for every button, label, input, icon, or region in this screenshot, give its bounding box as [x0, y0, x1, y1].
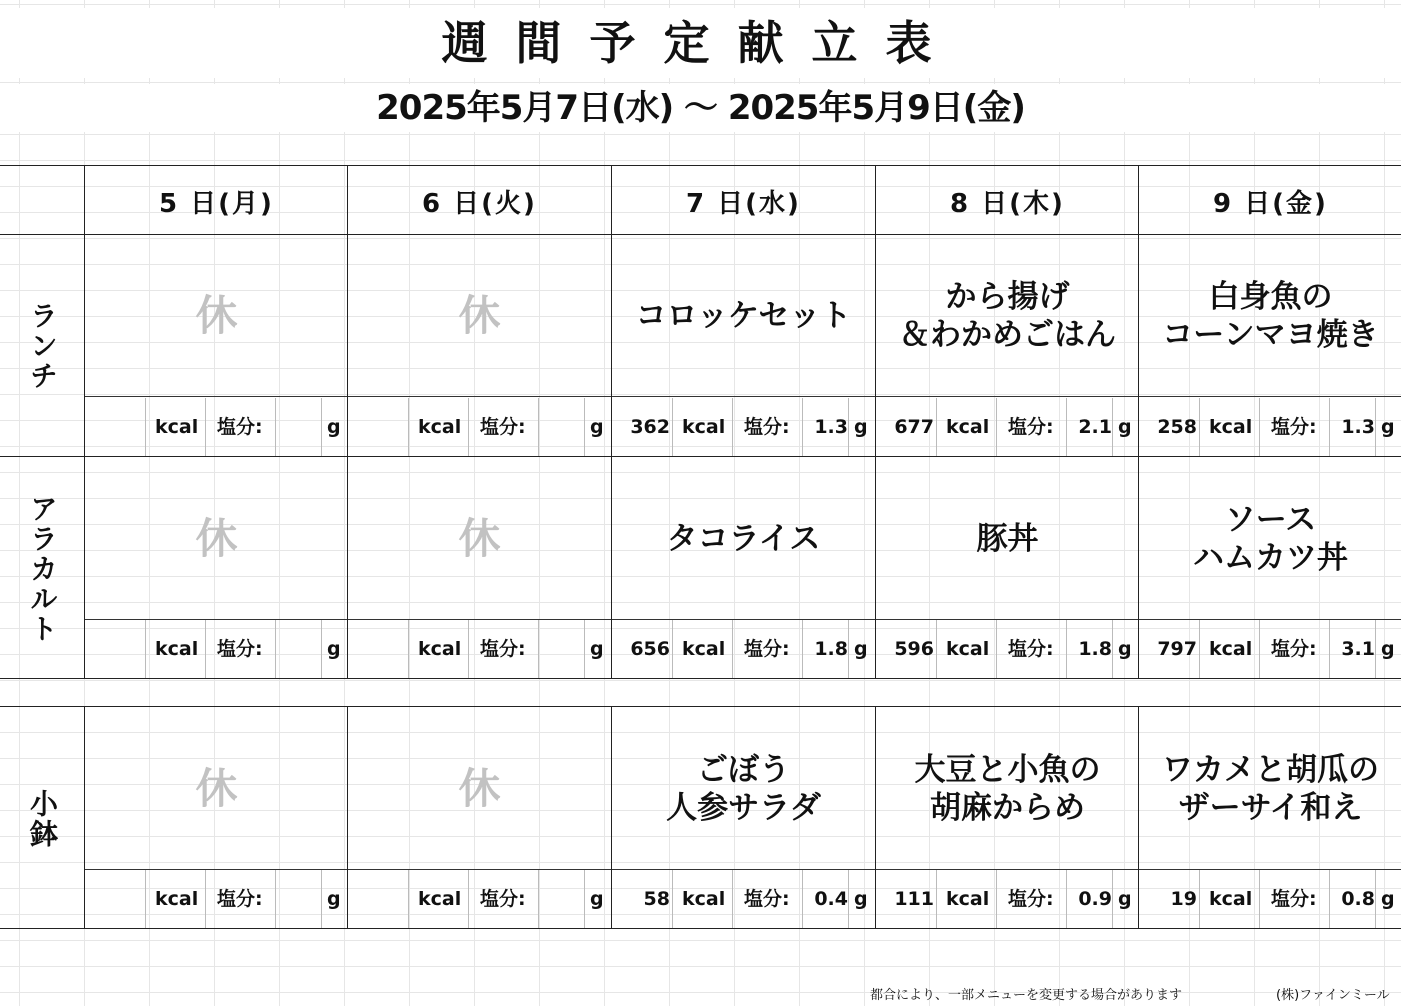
salt-value: 0.8: [1341, 888, 1375, 910]
gram-unit: g: [1118, 888, 1132, 910]
menu-dish: から揚げ ＆わかめごはん: [899, 279, 1116, 353]
nutrition-row: [876, 620, 1139, 678]
kcal-unit: kcal: [418, 888, 462, 910]
day-header: 8 日(木): [950, 188, 1065, 219]
salt-value: 1.8: [1078, 638, 1112, 660]
calorie-value: 111: [894, 888, 934, 910]
salt-value: [540, 398, 584, 456]
calorie-value: [348, 620, 406, 678]
row-label: アラカルト: [26, 493, 59, 644]
salt-label: 塩分:: [1008, 888, 1054, 910]
kcal-unit: kcal: [155, 888, 199, 910]
nutrition-row: [1139, 620, 1401, 678]
salt-label: 塩分:: [744, 416, 790, 438]
day-header: 5 日(月): [159, 188, 274, 219]
salt-label: 塩分:: [1271, 638, 1317, 660]
nutrition-row: [876, 398, 1139, 456]
gram-unit: g: [1118, 638, 1132, 660]
calorie-value: 677: [894, 416, 934, 438]
page-title: 週間予定献立表: [0, 8, 1401, 78]
kcal-unit: kcal: [946, 416, 990, 438]
row-label: ランチ: [26, 301, 59, 391]
day-header: 7 日(水): [686, 188, 801, 219]
kcal-unit: kcal: [1209, 638, 1253, 660]
menu-dish: ワカメと胡瓜の ザーサイ和え: [1162, 751, 1379, 826]
kcal-unit: kcal: [155, 638, 199, 660]
gram-unit: g: [327, 638, 341, 660]
salt-label: 塩分:: [1271, 888, 1317, 910]
nutrition-row: [1139, 398, 1401, 456]
salt-label: 塩分:: [1271, 416, 1317, 438]
salt-value: 1.3: [814, 416, 848, 438]
menu-dish: ごぼう 人参サラダ: [666, 751, 821, 826]
salt-value: [277, 620, 321, 678]
salt-value: [277, 870, 321, 928]
salt-label: 塩分:: [217, 416, 263, 438]
menu-dish: 休: [195, 763, 238, 813]
nutrition-row: [1139, 870, 1401, 928]
row-label: 小鉢: [26, 788, 59, 849]
gram-unit: g: [854, 888, 868, 910]
salt-value: 1.8: [814, 638, 848, 660]
nutrition-row: [85, 398, 348, 456]
calorie-value: [85, 398, 143, 456]
gram-unit: g: [590, 416, 604, 438]
calorie-value: 258: [1157, 416, 1197, 438]
calorie-value: 362: [630, 416, 670, 438]
menu-dish: 休: [458, 513, 501, 563]
kcal-unit: kcal: [418, 416, 462, 438]
day-header: 9 日(金): [1213, 188, 1328, 219]
salt-label: 塩分:: [217, 888, 263, 910]
menu-dish: ソース ハムカツ丼: [1193, 501, 1348, 576]
kcal-unit: kcal: [946, 888, 990, 910]
salt-label: 塩分:: [217, 638, 263, 660]
nutrition-row: [876, 870, 1139, 928]
footer-note: 都合により、一部メニューを変更する場合があります: [870, 988, 1183, 1003]
kcal-unit: kcal: [682, 638, 726, 660]
calorie-value: 19: [1170, 888, 1197, 910]
salt-value: 1.3: [1341, 416, 1375, 438]
kcal-unit: kcal: [1209, 888, 1253, 910]
salt-label: 塩分:: [1008, 638, 1054, 660]
salt-label: 塩分:: [744, 638, 790, 660]
kcal-unit: kcal: [418, 638, 462, 660]
salt-value: 0.9: [1078, 888, 1112, 910]
calorie-value: [85, 620, 143, 678]
date-range: 2025年5月7日(水) ～ 2025年5月9日(金): [0, 84, 1401, 132]
nutrition-row: [348, 620, 611, 678]
salt-value: [540, 870, 584, 928]
salt-label: 塩分:: [1008, 416, 1054, 438]
menu-dish: 豚丼: [976, 520, 1039, 557]
gram-unit: g: [1118, 416, 1132, 438]
salt-value: 2.1: [1078, 416, 1112, 438]
menu-dish: 大豆と小魚の 胡麻からめ: [914, 751, 1101, 826]
gram-unit: g: [327, 416, 341, 438]
salt-value: [277, 398, 321, 456]
menu-dish: 休: [458, 763, 501, 813]
nutrition-row: [612, 398, 875, 456]
gram-unit: g: [590, 888, 604, 910]
company-name: (株)ファインミール: [1276, 988, 1390, 1003]
calorie-value: 596: [894, 638, 934, 660]
salt-value: 0.4: [814, 888, 848, 910]
gram-unit: g: [1381, 638, 1395, 660]
kcal-unit: kcal: [682, 416, 726, 438]
salt-label: 塩分:: [480, 888, 526, 910]
nutrition-row: [348, 870, 611, 928]
calorie-value: 656: [630, 638, 670, 660]
kcal-unit: kcal: [1209, 416, 1253, 438]
salt-label: 塩分:: [744, 888, 790, 910]
menu-dish: 休: [458, 291, 501, 340]
gram-unit: g: [854, 416, 868, 438]
menu-dish: 白身魚の コーンマヨ焼き: [1162, 279, 1379, 353]
salt-value: [540, 620, 584, 678]
kcal-unit: kcal: [155, 416, 199, 438]
nutrition-row: [612, 620, 875, 678]
kcal-unit: kcal: [682, 888, 726, 910]
salt-label: 塩分:: [480, 416, 526, 438]
menu-dish: 休: [195, 291, 238, 340]
nutrition-row: [85, 620, 348, 678]
calorie-value: [348, 398, 406, 456]
menu-dish: タコライス: [666, 520, 821, 557]
gram-unit: g: [327, 888, 341, 910]
nutrition-row: [612, 870, 875, 928]
salt-value: 3.1: [1341, 638, 1375, 660]
nutrition-row: [85, 870, 348, 928]
kcal-unit: kcal: [946, 638, 990, 660]
calorie-value: 797: [1157, 638, 1197, 660]
menu-dish: 休: [195, 513, 238, 563]
gram-unit: g: [590, 638, 604, 660]
day-header: 6 日(火): [422, 188, 537, 219]
nutrition-row: [348, 398, 611, 456]
gram-unit: g: [1381, 888, 1395, 910]
salt-label: 塩分:: [480, 638, 526, 660]
calorie-value: [348, 870, 406, 928]
calorie-value: 58: [643, 888, 670, 910]
calorie-value: [85, 870, 143, 928]
menu-dish: コロッケセット: [635, 298, 852, 334]
gram-unit: g: [1381, 416, 1395, 438]
gram-unit: g: [854, 638, 868, 660]
